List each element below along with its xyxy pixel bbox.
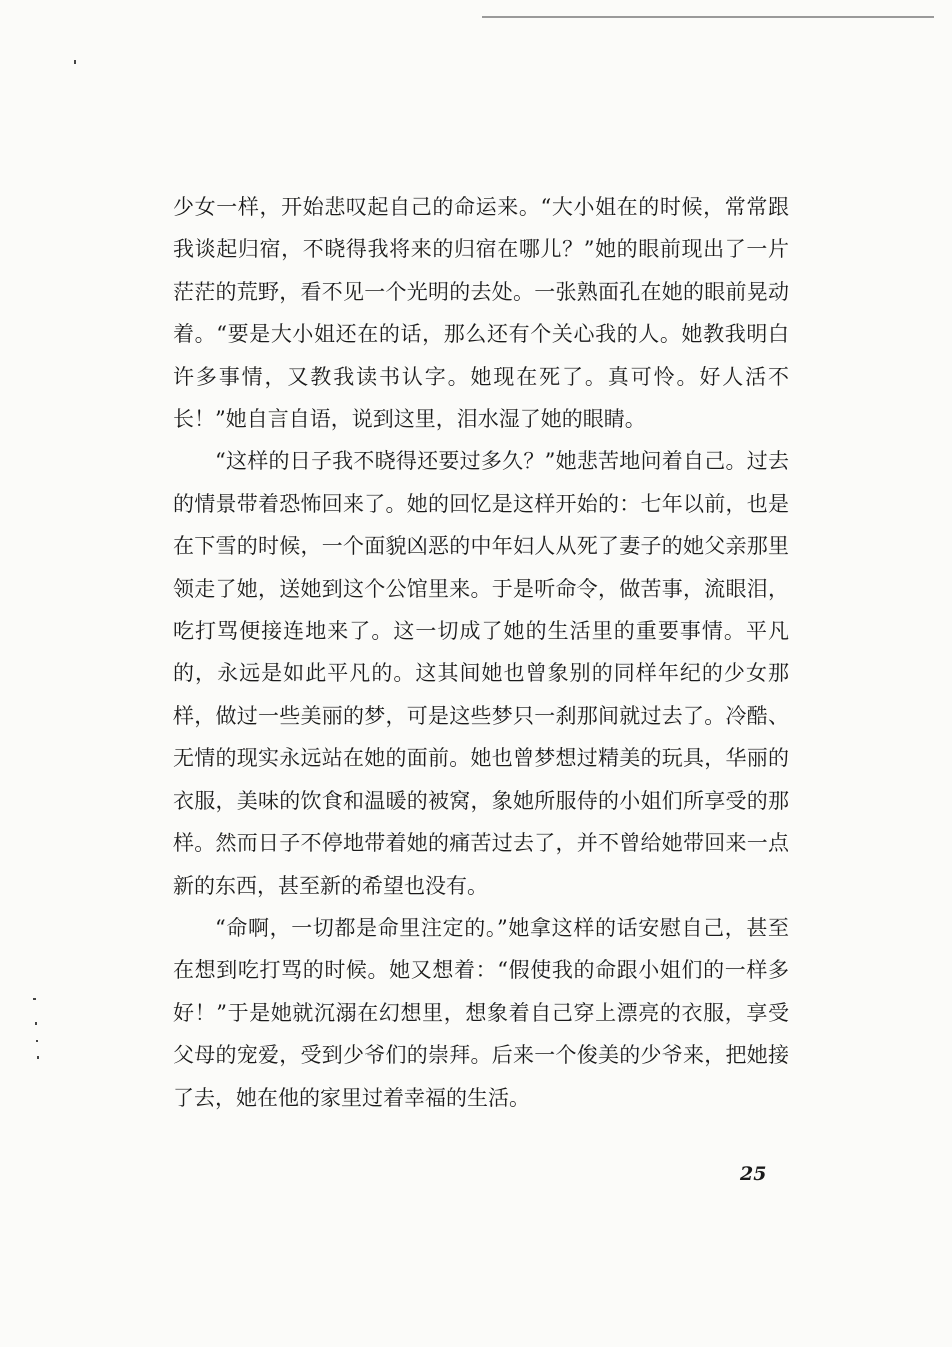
header-rule — [482, 16, 934, 18]
scan-speck — [36, 1040, 38, 1042]
scan-speck — [74, 60, 76, 64]
scan-speck — [37, 1056, 39, 1059]
paragraph: “这样的日子我不晓得还要过多久？”她悲苦地问着自己。过去的情景带着恐怖回来了。她的回忆是这样开始的：七年以前，也是在下雪的时候，一个面貌凶恶的中年妇人从死了妻子的她父亲那里领走了她，送她到这个公馆里来。于是听命令，做苦事，流眼泪，吃打骂便接连地来了。这一切成了她的生活里的重要事情。平凡的，永远是如此平凡的。这其间她也曾象别的同样年纪的少女那样，做过一些美丽的梦，可是这些梦只一刹那间就过去了。冷酷、无情的现实永远站在她的面前。她也曾梦想过精美的玩具，华丽的衣服，美味的饮食和温暖的被窝，象她所服侍的小姐们所享受的那样。然而日子不停地带着她的痛苦过去了，并不曾给她带回来一点新的东西，甚至新的希望也没有。 — [173, 449, 789, 898]
paragraph: 少女一样，开始悲叹起自己的命运来。“大小姐在的时候，常常跟我谈起归宿，不晓得我将来的归宿在哪儿？”她的眼前现出了一片茫茫的荒野，看不见一个光明的去处。一张熟面孔在她的眼前晃动着。“要是大小姐还在的话，那么还有个关心我的人。她教我明白许多事情，又教我读书认字。她现在死了。真可怜。好人活不长！”她自言自语，说到这里，泪水湿了她的眼睛。 — [173, 195, 789, 432]
scan-speck — [33, 998, 36, 1000]
body-text — [173, 186, 789, 1119]
scan-speck — [35, 1022, 37, 1025]
page-number: 25 — [740, 1163, 767, 1185]
paragraph: “命啊，一切都是命里注定的。”她拿这样的话安慰自己，甚至在想到吃打骂的时候。她又想着：“假使我的命跟小姐们的一样多好！”于是她就沉溺在幻想里，想象着自己穿上漂亮的衣服，享受父母的宠爱，受到少爷们的崇拜。后来一个俊美的少爷来，把她接了去，她在他的家里过着幸福的生活。 — [173, 915, 789, 1110]
